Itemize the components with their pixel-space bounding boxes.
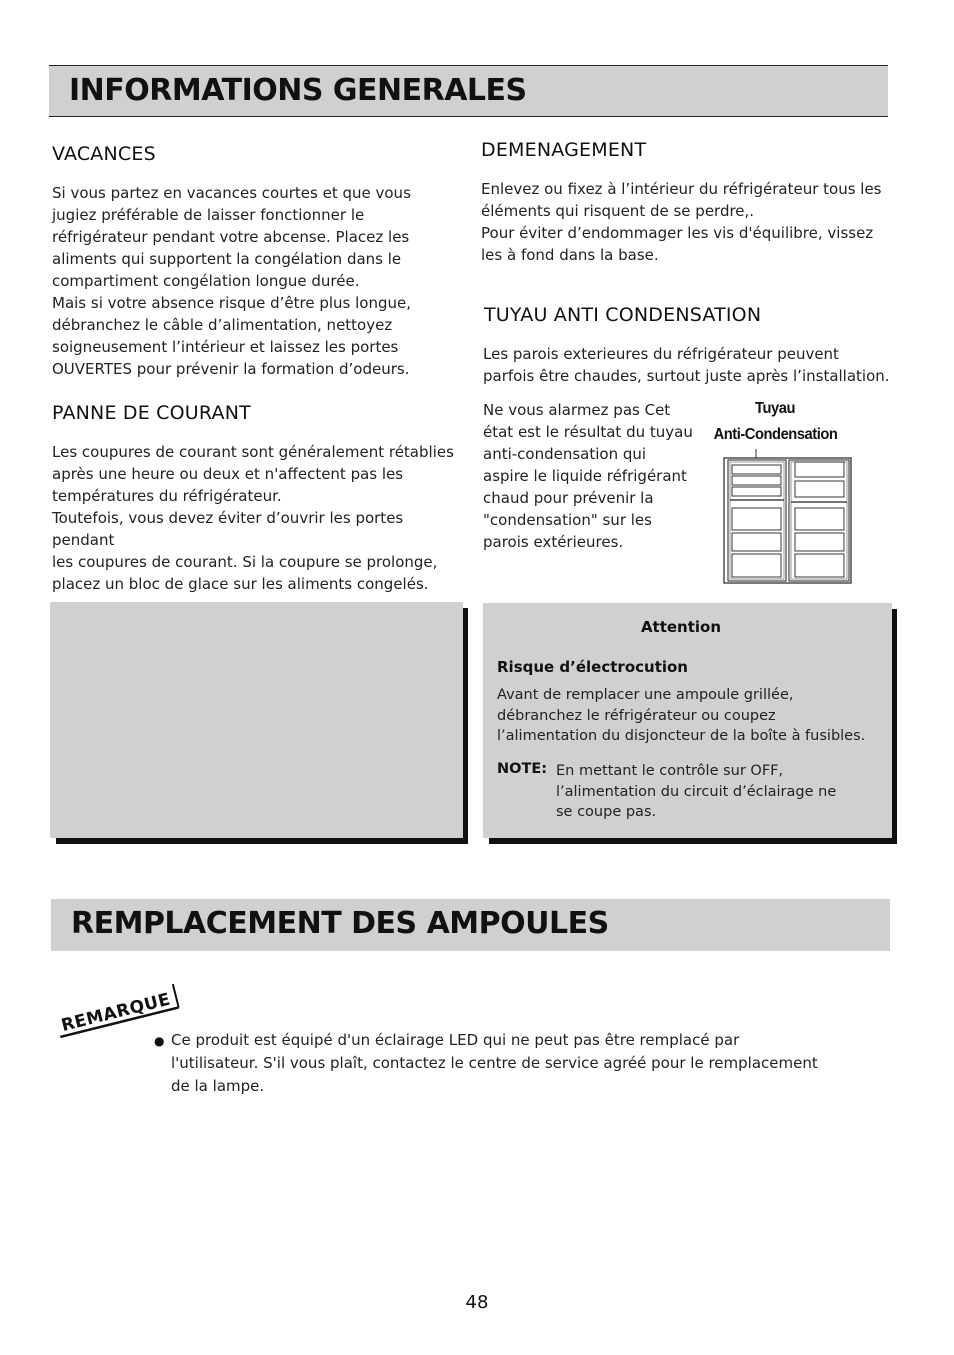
vacances-text: Si vous partez en vacances courtes et que vous jugiez préférable de laisser fonctionner le réfrigérateur pendant votre abcense. Placez les aliments qui supportent la congélation dans le compartiment congélation longue durée. Mais si votre absence risque d’être plus longue, débranchez le câble d’alimentation, nettoyez soigneusement l’intérieur et laissez les portes OUVERTES pour prévenir la formation d’odeurs.	[52, 184, 411, 378]
tuyau-intro: Les parois exterieures du réfrigérateur peuvent parfois être chaudes, surtout juste après l’installation.	[483, 345, 890, 385]
note-text: En mettant le contrôle sur OFF, l’alimentation du circuit d’éclairage ne se coupe pas.	[556, 763, 837, 820]
empty-panel	[50, 602, 463, 838]
demenagement-heading: DEMENAGEMENT	[481, 139, 647, 161]
remarque-tag	[54, 982, 184, 1042]
attention-panel	[483, 603, 892, 838]
panel-shadow	[463, 608, 468, 844]
panel-shadow	[56, 838, 468, 844]
remarque-label: REMARQUE	[59, 989, 173, 1036]
figure-label-tuyau: Tuyau	[755, 400, 795, 417]
note-label: NOTE:	[497, 761, 548, 777]
attention-title: Attention	[640, 618, 722, 636]
figure-label-anti-condensation: Anti-Condensation	[713, 426, 838, 443]
demenagement-text: Enlevez ou fixez à l’intérieur du réfrigérateur tous les éléments qui risquent de se perdre,. Pour éviter d’endommager les vis d'équilibre, vissez les à fond dans la base.	[481, 180, 882, 264]
attention-text: Avant de remplacer une ampoule grillée, débranchez le réfrigérateur ou coupez l’alimentation du disjoncteur de la boîte à fusibles.	[497, 687, 866, 744]
section-title: INFORMATIONS GENERALES	[69, 73, 527, 108]
panne-text: Les coupures de courant sont généralement rétablies après une heure ou deux et n'affectent pas les températures du réfrigérateur. Toutefois, vous devez éviter d’ouvrir les portes pendant les coupures de courant. Si la coupure se prolonge, placez un bloc de glace sur les aliments congelés.	[52, 443, 454, 593]
vacances-heading: VACANCES	[52, 143, 156, 165]
section-banner-general	[49, 65, 888, 117]
panne-heading: PANNE DE COURANT	[52, 402, 251, 424]
panel-shadow	[489, 838, 897, 844]
page-number: 48	[465, 1292, 489, 1313]
refrigerator-diagram	[720, 446, 856, 586]
tuyau-text: Ne vous alarmez pas Cet état est le résultat du tuyau anti-condensation qui aspire le liquide réfrigérant chaud pour prévenir la "condensation" sur les parois extérieures.	[483, 401, 693, 551]
bullet-icon: ●	[154, 1034, 165, 1048]
section-banner-ampoules	[51, 899, 890, 951]
attention-subtitle: Risque d’électrocution	[497, 658, 688, 676]
section-title: REMPLACEMENT DES AMPOULES	[71, 906, 609, 941]
panel-shadow	[892, 609, 897, 844]
remarque-text: Ce produit est équipé d'un éclairage LED qui ne peut pas être remplacé par l'utilisateur. S'il vous plaît, contactez le centre de service agréé pour le remplacement de la lampe.	[171, 1031, 818, 1095]
tuyau-heading: TUYAU ANTI CONDENSATION	[484, 304, 762, 326]
